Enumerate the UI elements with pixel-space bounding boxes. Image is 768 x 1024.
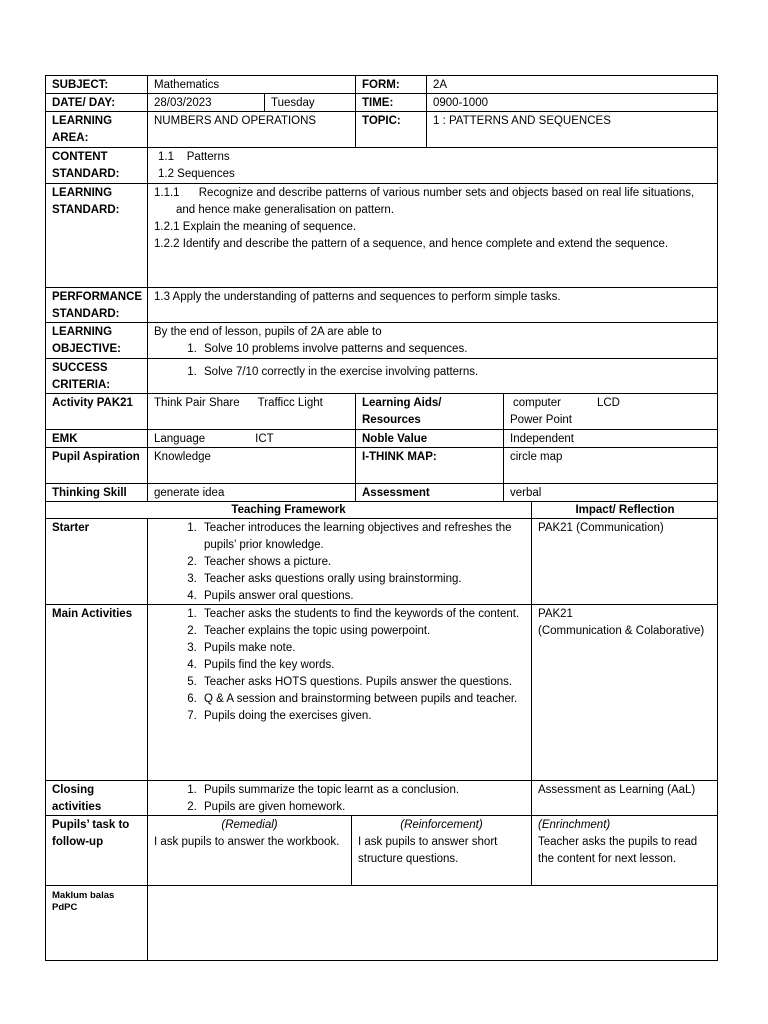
reinforcement-title: (Reinforcement) — [400, 819, 483, 831]
starter-step: 4. Pupils answer oral questions. — [200, 588, 525, 605]
main-step: 2. Teacher explains the topic using powerpoint. — [200, 623, 525, 640]
learning-standard-label: LEARNING STANDARD: — [46, 184, 148, 288]
starter-step: 3. Teacher asks questions orally using brainstorming. — [200, 571, 525, 588]
closing-steps — [148, 781, 532, 816]
main-step: 7. Pupils doing the exercises given. — [200, 708, 525, 725]
aids-item: LCD — [596, 397, 620, 409]
enrichment-text: Teacher asks the pupils to read the content for next lesson. — [538, 836, 698, 865]
feedback-label: Maklum balas PdPC — [46, 886, 148, 960]
performance-value: 1.3 Apply the understanding of patterns and sequences to perform simple tasks. — [148, 288, 718, 323]
activity-item: Think Pair Share — [154, 397, 240, 409]
feedback-value[interactable] — [148, 886, 718, 960]
remedial-text: I ask pupils to answer the workbook. — [154, 836, 340, 848]
lesson-plan-table — [45, 75, 718, 961]
enrichment-title: (Enrinchment) — [538, 819, 611, 831]
objective-item: 1. Solve 10 problems involve patterns and sequences. — [200, 341, 712, 358]
enrichment-cell — [532, 816, 718, 886]
form-value: 2A — [427, 76, 718, 94]
aspiration-label: Pupil Aspiration — [46, 448, 148, 484]
objective-intro: By the end of lesson, pupils of 2A are able to — [154, 326, 382, 338]
noble-label: Noble Value — [356, 430, 504, 448]
aids-item: computer — [513, 397, 561, 409]
success-value — [148, 359, 718, 394]
date-label: DATE/ DAY: — [46, 94, 148, 112]
ithink-label: I-THINK MAP: — [356, 448, 504, 484]
main-steps — [148, 605, 532, 781]
noble-value: Independent — [504, 430, 718, 448]
emk-item: Language — [154, 433, 206, 445]
activity-item: Trafficc Light — [257, 397, 323, 409]
main-step: 5. Teacher asks HOTS questions. Pupils answer the questions. — [200, 674, 525, 691]
area-label: LEARNING AREA: — [46, 112, 148, 148]
assessment-label: Assessment — [356, 484, 504, 502]
main-impact-line: (Communication & Colaborative) — [538, 625, 705, 637]
content-item: 1.1 Patterns — [158, 151, 230, 163]
aids-value — [504, 394, 718, 430]
success-item: 1. Solve 7/10 correctly in the exercise involving patterns. — [200, 364, 712, 381]
standard-item: 1.2.1 Explain the meaning of sequence. — [154, 221, 357, 233]
emk-label: EMK — [46, 430, 148, 448]
ithink-value: circle map — [504, 448, 718, 484]
framework-header: Teaching Framework — [46, 502, 532, 519]
standard-item: 1.1.1 Recognize and describe patterns of various number sets and objects based on real life situations, and hence make generalisation on pattern. — [154, 187, 698, 216]
emk-item: ICT — [255, 433, 274, 445]
starter-steps — [148, 519, 532, 605]
content-label: CONTENT STANDARD: — [46, 148, 148, 184]
date-value: 28/03/2023 — [148, 94, 265, 112]
aspiration-value: Knowledge — [148, 448, 356, 484]
subject-label: SUBJECT: — [46, 76, 148, 94]
reinforcement-cell — [352, 816, 532, 886]
emk-value — [148, 430, 356, 448]
aids-label: Learning Aids/ Resources — [356, 394, 504, 430]
success-label: SUCCESS CRITERIA: — [46, 359, 148, 394]
remedial-cell — [148, 816, 352, 886]
objective-value — [148, 323, 718, 359]
main-impact-line: PAK21 — [538, 608, 573, 620]
content-value — [148, 148, 718, 184]
learning-standard-value — [148, 184, 718, 288]
time-value: 0900-1000 — [427, 94, 718, 112]
topic-value: 1 : PATTERNS AND SEQUENCES — [427, 112, 718, 148]
main-step: 1. Teacher asks the students to find the keywords of the content. — [200, 606, 525, 623]
starter-step: 2. Teacher shows a picture. — [200, 554, 525, 571]
remedial-title: (Remedial) — [221, 819, 278, 831]
main-step: 4. Pupils find the key words. — [200, 657, 525, 674]
form-label: FORM: — [356, 76, 427, 94]
starter-impact: PAK21 (Communication) — [532, 519, 718, 605]
day-value: Tuesday — [265, 94, 356, 112]
area-value: NUMBERS AND OPERATIONS — [148, 112, 356, 148]
time-label: TIME: — [356, 94, 427, 112]
thinking-label: Thinking Skill — [46, 484, 148, 502]
objective-label: LEARNING OBJECTIVE: — [46, 323, 148, 359]
reinforcement-text: I ask pupils to answer short structure questions. — [358, 836, 498, 865]
starter-step: 1. Teacher introduces the learning objectives and refreshes the pupils’ prior knowledge. — [200, 520, 525, 554]
activity-value — [148, 394, 356, 430]
content-item: 1.2 Sequences — [158, 168, 235, 180]
followup-label: Pupils’ task to follow-up — [46, 816, 148, 886]
closing-step: 1. Pupils summarize the topic learnt as a conclusion. — [200, 782, 525, 799]
main-step: 6. Q & A session and brainstorming between pupils and teacher. — [200, 691, 525, 708]
impact-header: Impact/ Reflection — [532, 502, 718, 519]
main-step: 3. Pupils make note. — [200, 640, 525, 657]
activity-label: Activity PAK21 — [46, 394, 148, 430]
assessment-value: verbal — [504, 484, 718, 502]
aids-item: Power Point — [510, 414, 573, 426]
closing-label: Closing activities — [46, 781, 148, 816]
subject-value: Mathematics — [148, 76, 356, 94]
starter-label: Starter — [46, 519, 148, 605]
topic-label: TOPIC: — [356, 112, 427, 148]
closing-impact: Assessment as Learning (AaL) — [532, 781, 718, 816]
standard-item: 1.2.2 Identify and describe the pattern of a sequence, and hence complete and extend the sequence. — [154, 238, 669, 250]
performance-label: PERFORMANCE STANDARD: — [46, 288, 148, 323]
main-label: Main Activities — [46, 605, 148, 781]
main-impact — [532, 605, 718, 781]
closing-step: 2. Pupils are given homework. — [200, 799, 525, 816]
thinking-value: generate idea — [148, 484, 356, 502]
